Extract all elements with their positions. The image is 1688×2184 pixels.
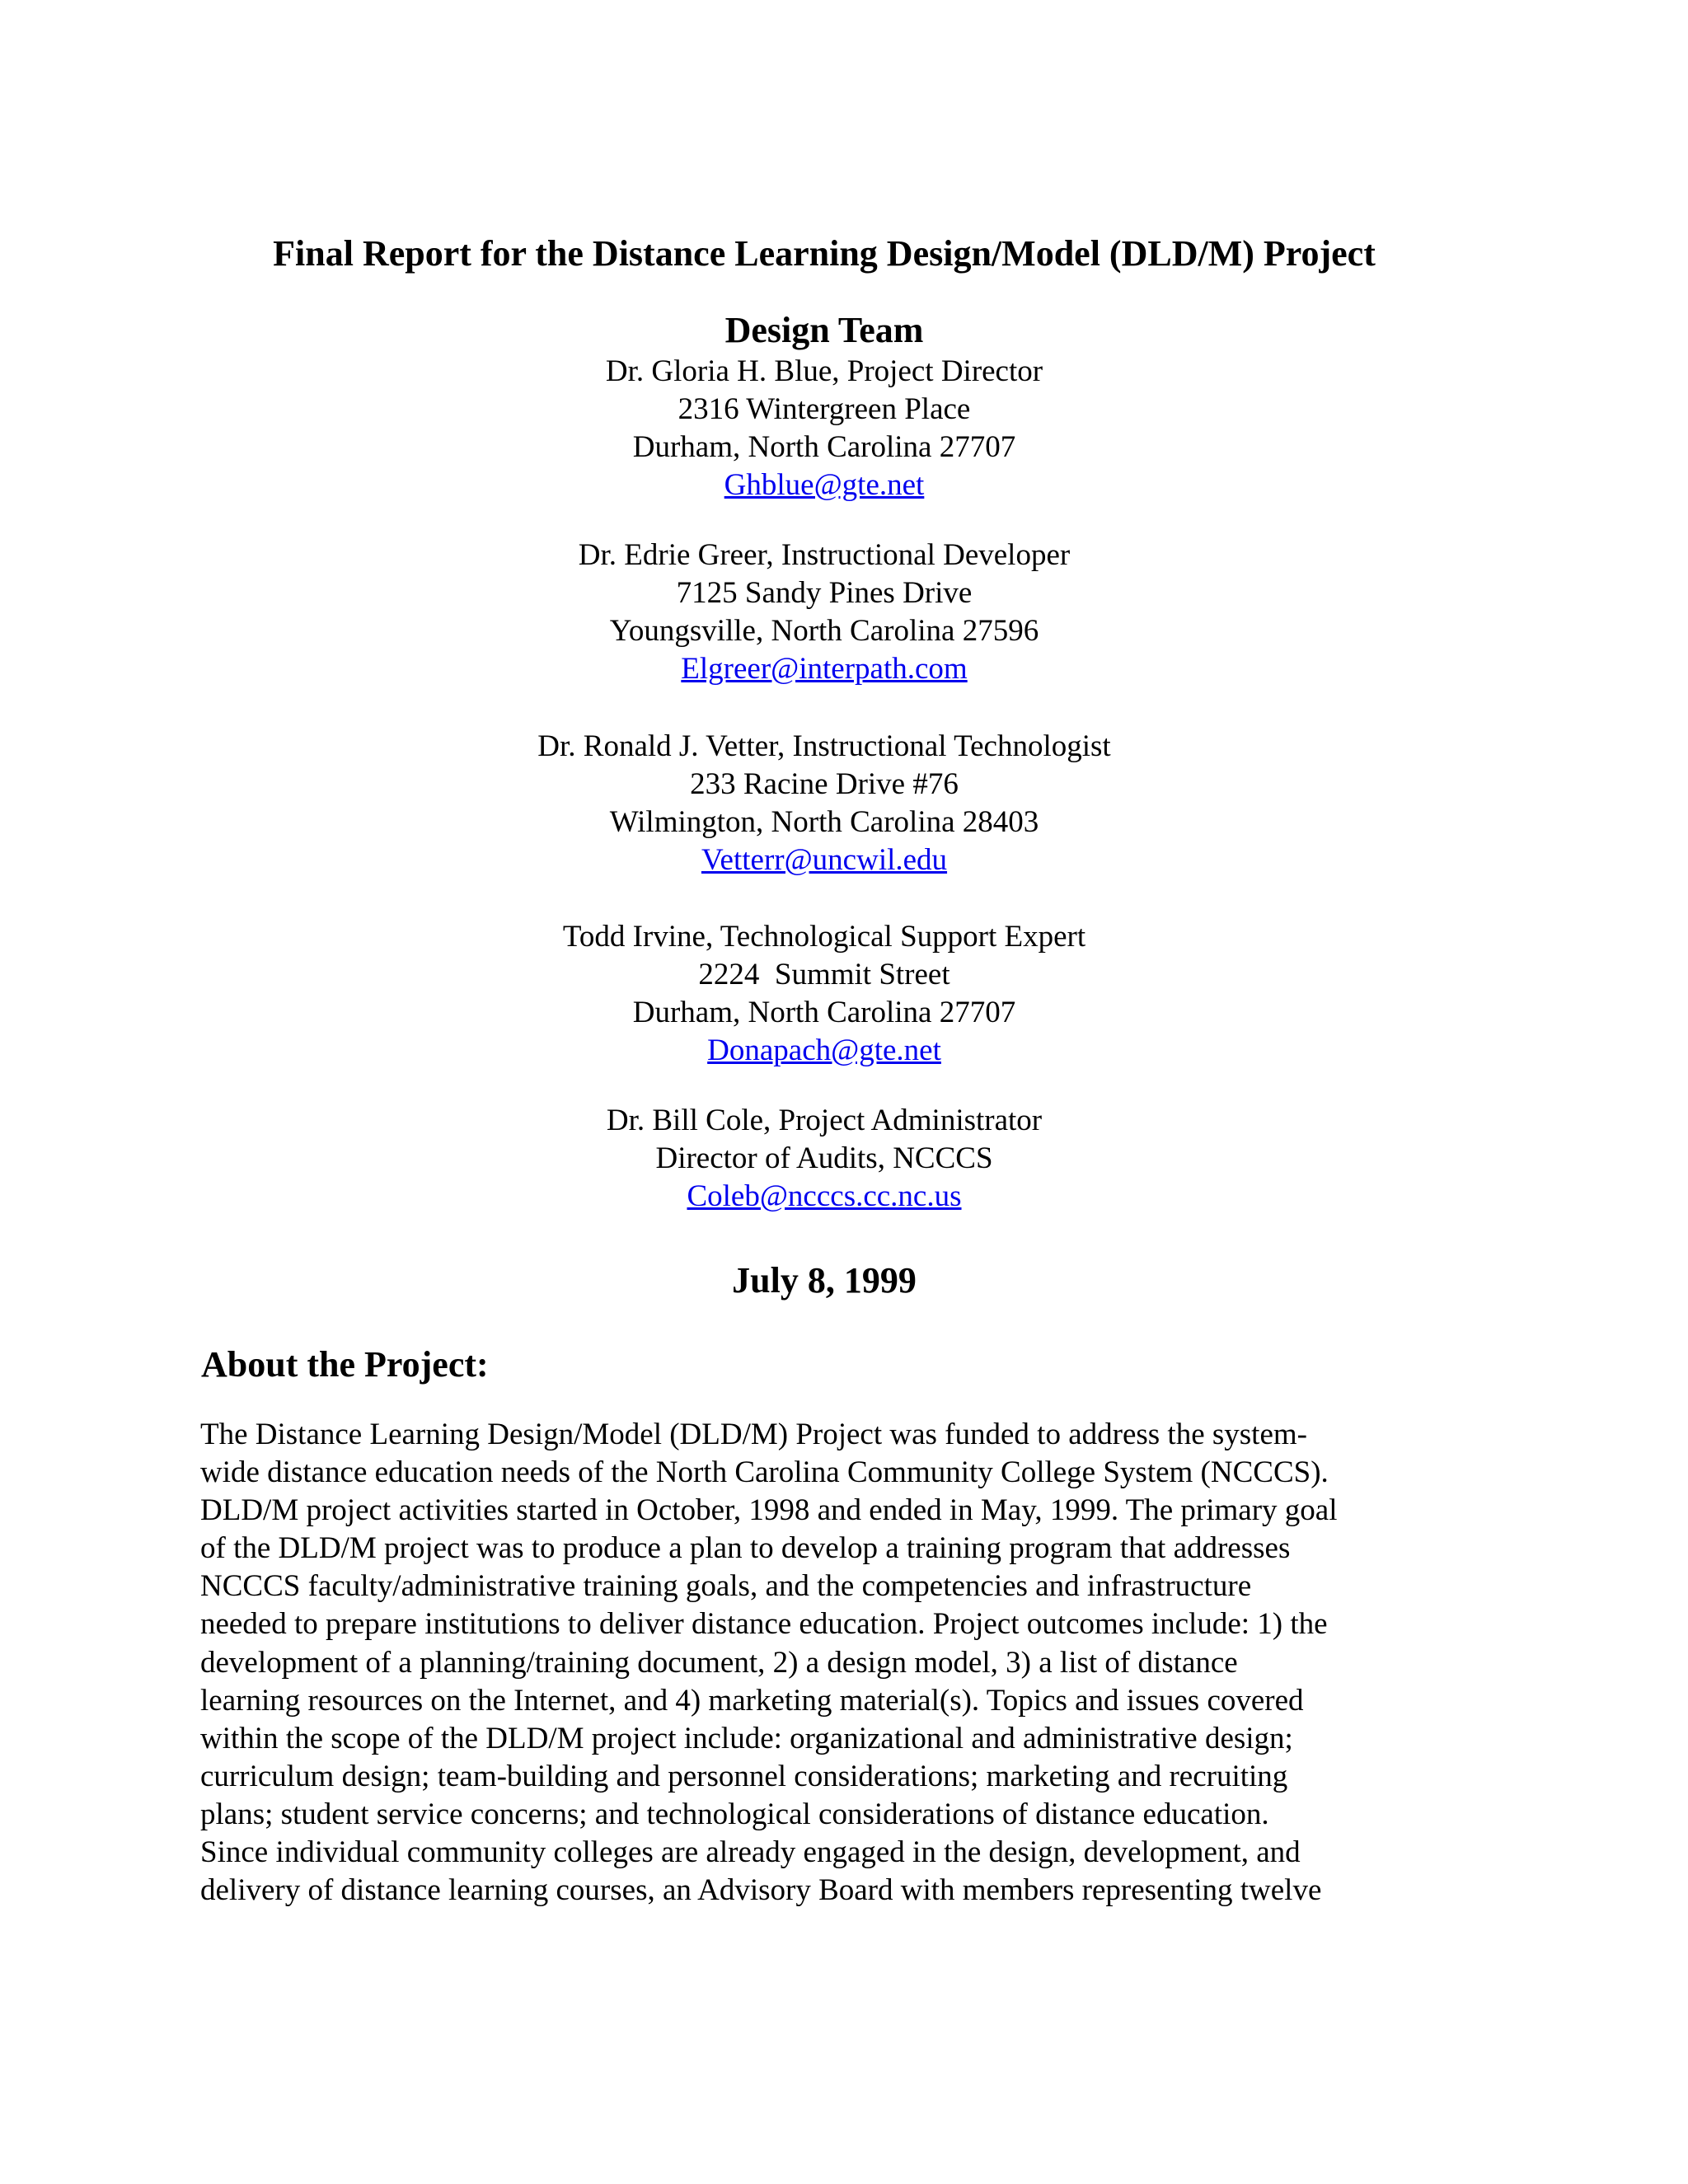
contact-email-link[interactable]: Ghblue@gte.net: [724, 468, 925, 502]
contact-city: Youngsville, North Carolina 27596: [609, 614, 1039, 648]
contact-block-vetter: [0, 728, 1648, 879]
contact-name-role: Todd Irvine, Technological Support Expert: [562, 920, 1086, 954]
report-title: Final Report for the Distance Learning Design/Model (DLD/M) Project: [273, 233, 1376, 274]
contact-street: 7125 Sandy Pines Drive: [676, 576, 973, 610]
paragraph-line: NCCCS faculty/administrative training goals, and the competencies and infrastructure: [200, 1569, 1252, 1604]
contact-city: Durham, North Carolina 27707: [632, 430, 1016, 464]
contact-block-blue: [0, 353, 1648, 504]
contact-block-greer: [0, 537, 1648, 688]
paragraph-line: wide distance education needs of the North Carolina Community College System (NCCCS).: [200, 1455, 1329, 1490]
contact-name-role: Dr. Ronald J. Vetter, Instructional Technologist: [537, 729, 1111, 763]
contact-street: 2224 Summit Street: [698, 958, 950, 991]
contact-name-role: Dr. Edrie Greer, Instructional Developer: [578, 538, 1071, 572]
contact-city: Wilmington, North Carolina 28403: [609, 805, 1039, 839]
contact-email-link[interactable]: Vetterr@uncwil.edu: [701, 843, 948, 877]
paragraph-line: The Distance Learning Design/Model (DLD/M) Project was funded to address the system-: [200, 1418, 1307, 1451]
contact-block-cole: [0, 1102, 1648, 1216]
paragraph-line: of the DLD/M project was to produce a plan to develop a training program that addresses: [200, 1531, 1291, 1566]
paragraph-line: DLD/M project activities started in October, 1998 and ended in May, 1999. The primary goal: [200, 1493, 1338, 1528]
contact-city: Durham, North Carolina 27707: [632, 996, 1016, 1029]
contact-name-role: Dr. Gloria H. Blue, Project Director: [605, 354, 1043, 388]
contact-email-link[interactable]: Elgreer@interpath.com: [681, 652, 968, 686]
contact-street: 2316 Wintergreen Place: [678, 392, 971, 426]
paragraph-line: learning resources on the Internet, and 4) marketing material(s). Topics and issues covered: [200, 1683, 1304, 1718]
paragraph-line: needed to prepare institutions to deliver distance education. Project outcomes include: 1) the: [200, 1607, 1328, 1642]
contact-organization: Director of Audits, NCCCS: [655, 1141, 993, 1175]
paragraph-line: development of a planning/training document, 2) a design model, 3) a list of distance: [200, 1645, 1238, 1680]
contact-block-irvine: [0, 918, 1648, 1070]
report-date: July 8, 1999: [732, 1260, 917, 1301]
contact-email-link[interactable]: Coleb@ncccs.cc.nc.us: [687, 1179, 962, 1213]
paragraph-line: plans; student service concerns; and technological considerations of distance education.: [200, 1797, 1269, 1831]
about-project-heading: About the Project:: [201, 1344, 489, 1385]
paragraph-line: curriculum design; team-building and personnel considerations; marketing and recruiting: [200, 1759, 1288, 1793]
paragraph-line: within the scope of the DLD/M project include: organizational and administrative design;: [200, 1721, 1293, 1755]
paragraph-line: Since individual community colleges are already engaged in the design, development, and: [200, 1835, 1301, 1870]
paragraph-line: delivery of distance learning courses, an Advisory Board with members representing twelve: [200, 1873, 1322, 1908]
about-project-paragraph: [200, 1416, 1470, 1910]
contact-email-link[interactable]: Donapach@gte.net: [707, 1033, 941, 1067]
contact-name-role: Dr. Bill Cole, Project Administrator: [606, 1104, 1043, 1137]
contact-street: 233 Racine Drive #76: [690, 767, 959, 801]
design-team-heading: Design Team: [724, 310, 924, 350]
